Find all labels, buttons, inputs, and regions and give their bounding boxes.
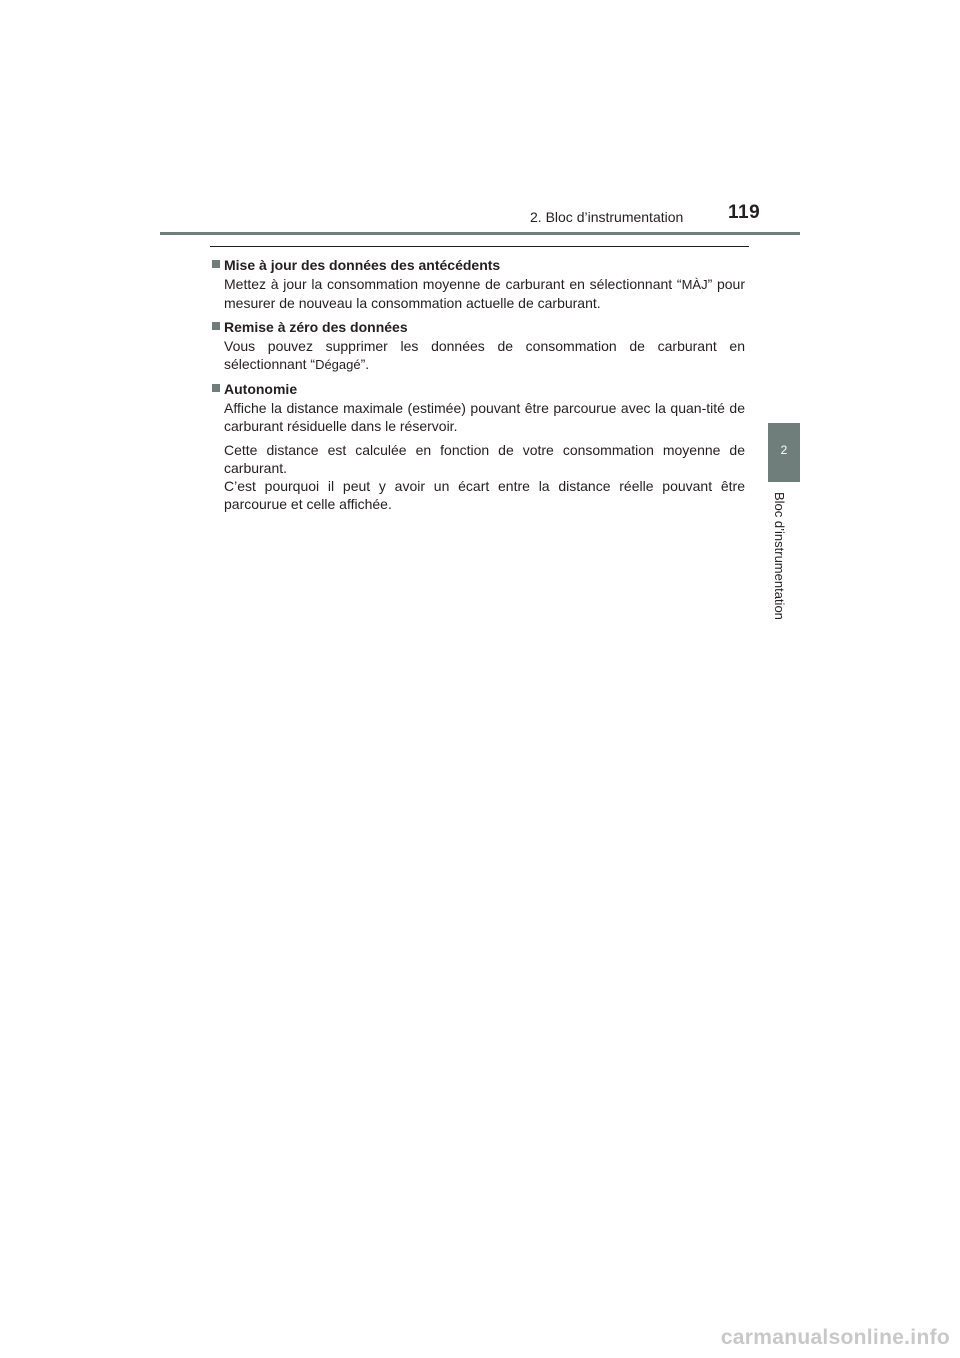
header-section-title: 2. Bloc d’instrumentation — [530, 209, 684, 225]
section-heading-text: Remise à zéro des données — [224, 319, 408, 335]
screen-term: MÀJ — [681, 277, 708, 292]
section-range — [212, 379, 745, 513]
chapter-tab-number: 2 — [780, 443, 788, 457]
header-rule — [160, 232, 800, 235]
paragraph-text: ” pour mesurer de nouveau la consommation actuelle de carburant. — [224, 276, 745, 311]
section-heading — [212, 379, 745, 399]
section-paragraph — [224, 441, 745, 513]
section-paragraph — [224, 337, 745, 374]
paragraph-text: Mettez à jour la consommation moyenne de carburant en sélectionnant “ — [224, 276, 682, 292]
section-heading-text: Autonomie — [224, 381, 298, 397]
section-heading — [212, 255, 745, 275]
section-data-reset — [212, 317, 745, 374]
paragraph-line: Cette distance est calculée en fonction de votre consommation moyenne de carburant. — [224, 442, 745, 476]
section-heading — [212, 317, 745, 337]
square-bullet-icon — [212, 322, 220, 330]
watermark: carmanualsonline.info — [720, 1326, 950, 1349]
page-number: 119 — [728, 202, 761, 223]
section-paragraph: Affiche la distance maximale (estimée) pouvant être parcourue avec la quan-tité de carburant résiduelle dans le réservoir. — [224, 400, 745, 434]
screen-term: Dégagé — [315, 357, 361, 372]
section-paragraph — [224, 275, 745, 312]
section-history-update — [212, 255, 745, 312]
page-content — [212, 255, 745, 518]
paragraph-line: C’est pourquoi il peut y avoir un écart entre la distance réelle pouvant être parcourue et celle affichée. — [224, 478, 745, 512]
paragraph-text: Vous pouvez supprimer les données de consommation de carburant en sélectionnant “ — [224, 338, 745, 372]
content-top-rule — [210, 246, 749, 247]
paragraph-text: ”. — [360, 356, 370, 372]
chapter-side-title: Bloc d’instrumentation — [772, 492, 787, 620]
square-bullet-icon — [212, 384, 220, 392]
square-bullet-icon — [212, 260, 220, 268]
section-heading-text: Mise à jour des données des antécédents — [224, 257, 501, 273]
chapter-tab — [768, 423, 800, 482]
